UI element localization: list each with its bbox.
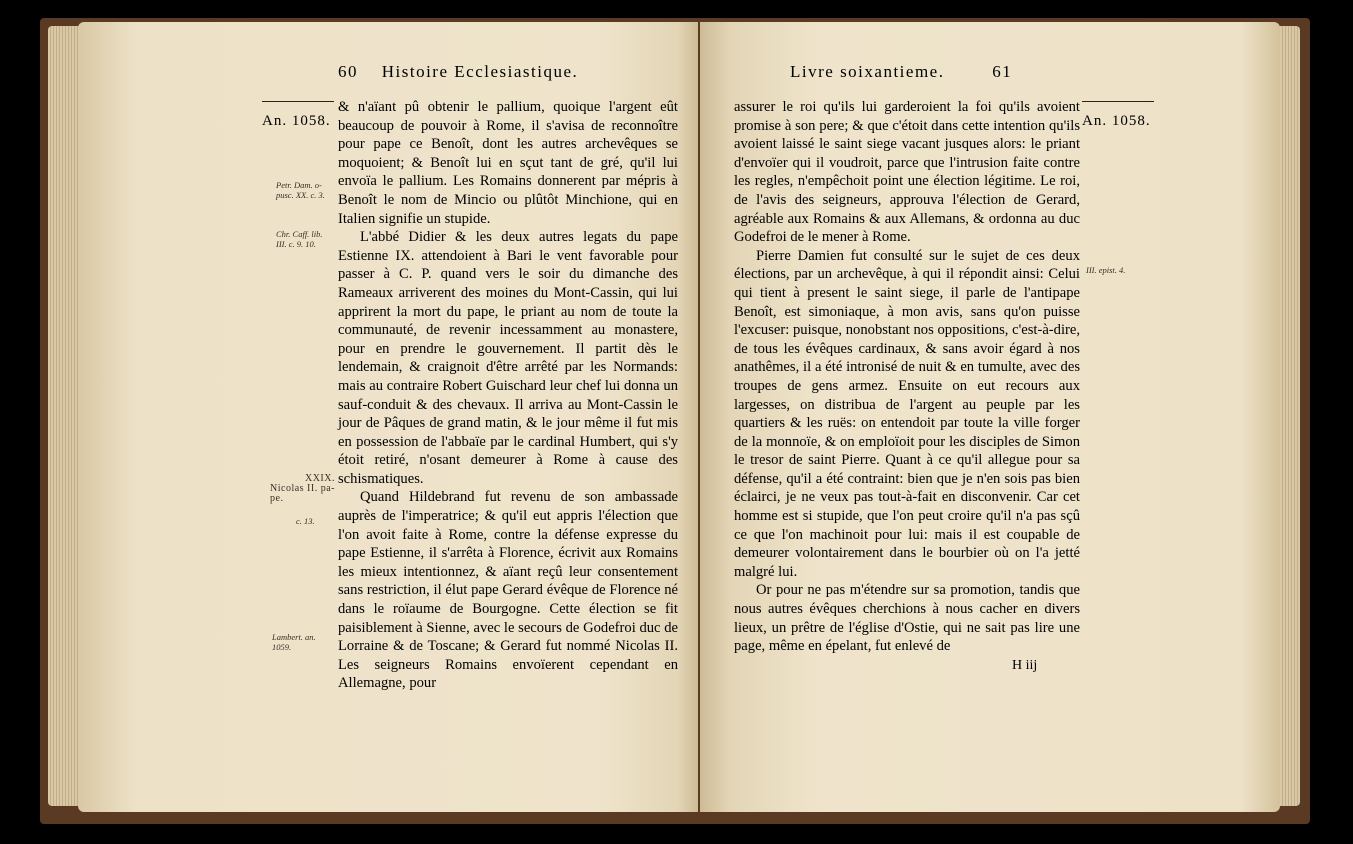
margin-note-chr-cass: Chr. Caff. lib. III. c. 9. 10. (276, 229, 323, 249)
left-running-title: Histoire Ecclesiastique. (381, 62, 579, 81)
left-paragraph-1: & n'aïant pû obtenir le pallium, quoique l'argent eût beaucoup de pouvoir à Rome, il s'avisa de reconnoître pour pape ce Benoît, dont les autres archevêques se moquoient; & Benoît lui en sçut tant de gré, qu'il lui envoïa le pallium. Les Romains donnerent par mépris à Benoît le nom de Mincio ou plûtôt Minchione, qui en Italien signifie un stupide. (338, 99, 678, 227)
right-year-label: An. 1058. (1082, 113, 1151, 129)
right-paragraph-3: Or pour ne pas m'étendre sur sa promotion, tandis que nous autres évêques cherchions à nous cacher en divers lieux, un prêtre de l'église d'Ostie, qui ne sait pas lire une page, même en épelant, fut enlevé de (734, 582, 1080, 655)
left-year-label: An. 1058. (262, 113, 331, 129)
left-page-body (338, 98, 678, 693)
margin-note-epist: III. epist. 4. (1086, 265, 1126, 275)
right-paragraph-2: Pierre Damien fut consulté sur le sujet de ces deux élections, par un archevêque, à qui il répondit ainsi: Celui qui tient à present le saint siege, il parle de l'antipape Benoît, est simoniaque, à mon avis, sans qu'on puisse l'excuser: puisque, nonobstant nos oppositions, c'est-à-dire, de tous les évêques cardinaux, & sans avoir égard à nos anathêmes, il a été intronisé de nuit & en tumulte, avec des troupes de gens armez. Ensuite on eut recours aux largesses, on distribua de l'argent au peuple par les quartiers & les ruës: on entendoit par toute la ville forger de la monnoïe, & on emploïoit pour les disciples de Simon le tresor de saint Pierre. Quant à ce qu'il allegue pour sa défense, qu'il a été contraint: bien que je n'en sois pas bien éclairci, je ne veux pas tout-à-fait en disconvenir. Car cet homme est si stupide, que l'on peut croire qu'il n'a pas sçû ce que l'on machinoit pour lui: mais il est coupable de demeurer volontairement dans le bourbier où on l'a jetté malgré lui. (734, 247, 1080, 580)
right-year-rule (1082, 101, 1154, 102)
left-paragraph-3: Quand Hildebrand fut revenu de son ambassade auprès de l'imperatrice; & qu'il eut appris l'élection que l'on avoit faite à Rome, contre la défense expresse du pape Estienne, il s'arrêta à Florence, écrivit aux Romains les mieux intentionnez, & aïant reçû leur consentement sans restriction, il élut pape Gerard évêque de Florence né dans le roïaume de Bourgogne. Cette élection se fit paisiblement à Sienne, avec le secours de Godefroi duc de Lorraine & de Toscane; & Gerard fut nommé Nicolas II. Les seigneurs Romains envoïerent cependant en Allemagne, pour (338, 489, 678, 692)
left-page-header (338, 62, 578, 82)
margin-note-c13: c. 13. (296, 516, 315, 526)
left-page-edges (48, 26, 82, 806)
right-paragraph-1: assurer le roi qu'ils lui garderoient la foi qu'ils avoient promise à son pere; & que c'étoit dans cette intention qu'ils avoient laissé le saint siege vacant jusques alors: le priant d'envoïer qui il voudroit, parce que l'intrusion faite contre les regles, n'empêchoit point une élection légitime. Le roi, de l'avis des seigneurs, approuva l'élection de Gerard, agréable aux Romains & aux Allemans, & ordonna au duc Godefroi de le mener à Rome. (734, 99, 1080, 246)
right-page-number: 61 (992, 62, 1013, 81)
margin-note-lambert: Lambert. an. 1059. (272, 632, 316, 652)
right-running-title: Livre soixantieme. (790, 62, 945, 81)
margin-note-petr-dam: Petr. Dam. o- pusc. XX. c. 3. (276, 180, 325, 200)
right-page-header (790, 62, 1012, 82)
left-page-number: 60 (338, 62, 358, 81)
right-page-body (734, 98, 1080, 656)
left-year-rule (262, 101, 334, 102)
margin-note-xxix: XXIX. Nicolas II. pa- pe. (270, 473, 335, 504)
signature-mark: H iij (1012, 658, 1038, 673)
left-paragraph-2: L'abbé Didier & les deux autres legats du pape Estienne IX. attendoient à Bari le vent favorable pour passer à C. P. quand vers le soir du dimanche des Rameaux arriverent des moines du Mont-Cassin, qui lui apprirent la mort du pape, le priant au nom de toute la communauté, de revenir incessamment au monastere, pour en prendre le gouvernement. Il partit dès le lendemain, & craignoit d'être arrêté par les Normands: mais au contraire Robert Guischard leur chef lui donna un sauf-conduit & des chevaux. Il arriva au Mont-Cassin le jour de Pâques de grand matin, & le jour même il fut mis en possession de l'abbaïe par le cardinal Humbert, qui s'y étoit retiré, n'osant demeurer à Rome à cause des schismatiques. (338, 229, 678, 487)
